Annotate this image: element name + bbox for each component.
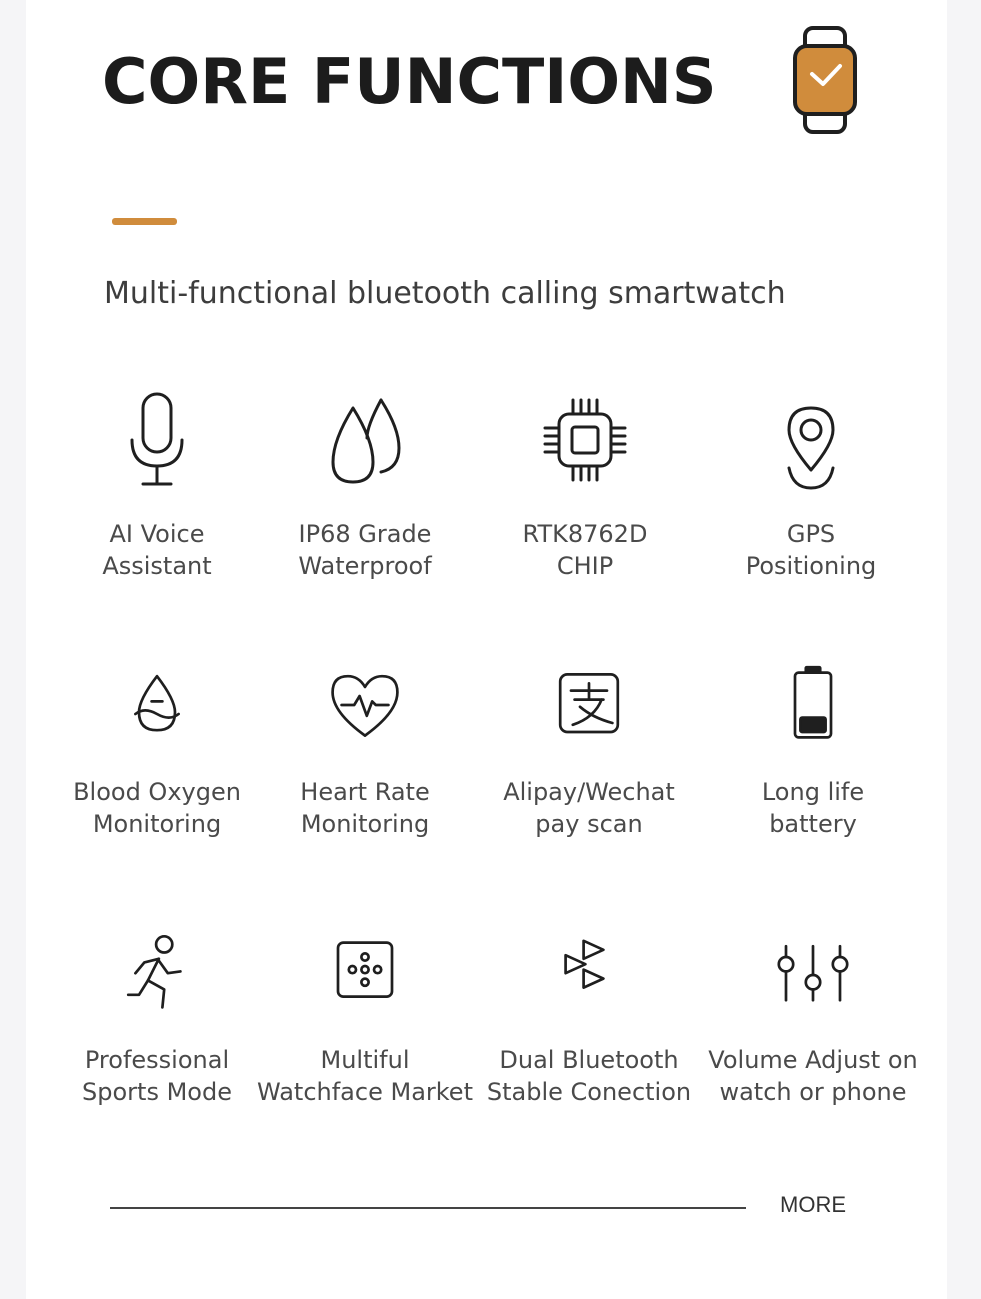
bluetooth-icon bbox=[544, 930, 634, 1020]
blood-oxygen-icon bbox=[112, 660, 202, 750]
watchface-icon bbox=[320, 930, 410, 1020]
feature-label-line1: AI Voice bbox=[109, 520, 205, 548]
feature-heart-rate bbox=[250, 660, 480, 840]
battery-icon bbox=[768, 660, 858, 750]
feature-sports-mode bbox=[42, 930, 272, 1108]
feature-ai-voice bbox=[42, 390, 272, 582]
microphone-icon bbox=[107, 390, 207, 490]
feature-chip bbox=[470, 390, 700, 582]
heart-rate-icon bbox=[320, 660, 410, 750]
footer-divider bbox=[110, 1207, 746, 1209]
feature-label-line2: Watchface Market bbox=[257, 1078, 473, 1106]
feature-label-line1: Dual Bluetooth bbox=[499, 1046, 679, 1074]
feature-waterproof bbox=[250, 390, 480, 582]
feature-dual-bluetooth bbox=[474, 930, 704, 1108]
feature-label-line1: Professional bbox=[84, 1046, 230, 1074]
feature-gps bbox=[696, 390, 926, 582]
feature-label-line1: RTK8762D bbox=[522, 520, 648, 548]
feature-label-line2: watch or phone bbox=[719, 1078, 907, 1106]
feature-label-line1: Alipay/Wechat bbox=[503, 778, 675, 806]
feature-blood-oxygen bbox=[42, 660, 272, 840]
feature-label-line1: GPS bbox=[786, 520, 836, 548]
feature-label-line2: CHIP bbox=[556, 552, 614, 580]
feature-watchface bbox=[250, 930, 480, 1108]
feature-label-line2: Assistant bbox=[102, 552, 212, 580]
feature-label-line1: Heart Rate bbox=[300, 778, 430, 806]
feature-alipay bbox=[474, 660, 704, 840]
feature-label-line1: Long life bbox=[761, 778, 865, 806]
feature-volume-adjust bbox=[698, 930, 928, 1108]
water-drops-icon bbox=[315, 390, 415, 490]
sliders-icon bbox=[768, 930, 858, 1020]
page-subtitle: Multi-functional bluetooth calling smartwatch bbox=[104, 276, 786, 311]
feature-label-line2: pay scan bbox=[535, 810, 643, 838]
feature-label-line1: Multiful bbox=[320, 1046, 410, 1074]
feature-label-line2: Monitoring bbox=[92, 810, 222, 838]
runner-icon bbox=[112, 930, 202, 1020]
alipay-icon bbox=[544, 660, 634, 750]
smartwatch-icon bbox=[790, 24, 860, 136]
feature-label-line2: battery bbox=[769, 810, 857, 838]
feature-label-line2: Monitoring bbox=[300, 810, 430, 838]
chip-icon bbox=[535, 390, 635, 490]
feature-label-line1: Volume Adjust on bbox=[708, 1046, 918, 1074]
page-title: CORE FUNCTIONS bbox=[102, 45, 717, 118]
accent-bar bbox=[112, 218, 177, 225]
more-link[interactable]: MORE bbox=[780, 1192, 846, 1217]
feature-label-line2: Stable Conection bbox=[486, 1078, 692, 1106]
feature-label-line2: Sports Mode bbox=[82, 1078, 232, 1106]
feature-label-line2: Positioning bbox=[745, 552, 877, 580]
feature-label-line1: Blood Oxygen bbox=[73, 778, 241, 806]
feature-label-line2: Waterproof bbox=[298, 552, 432, 580]
location-pin-icon bbox=[761, 390, 861, 490]
feature-label-line1: IP68 Grade bbox=[298, 520, 432, 548]
feature-battery bbox=[698, 660, 928, 840]
